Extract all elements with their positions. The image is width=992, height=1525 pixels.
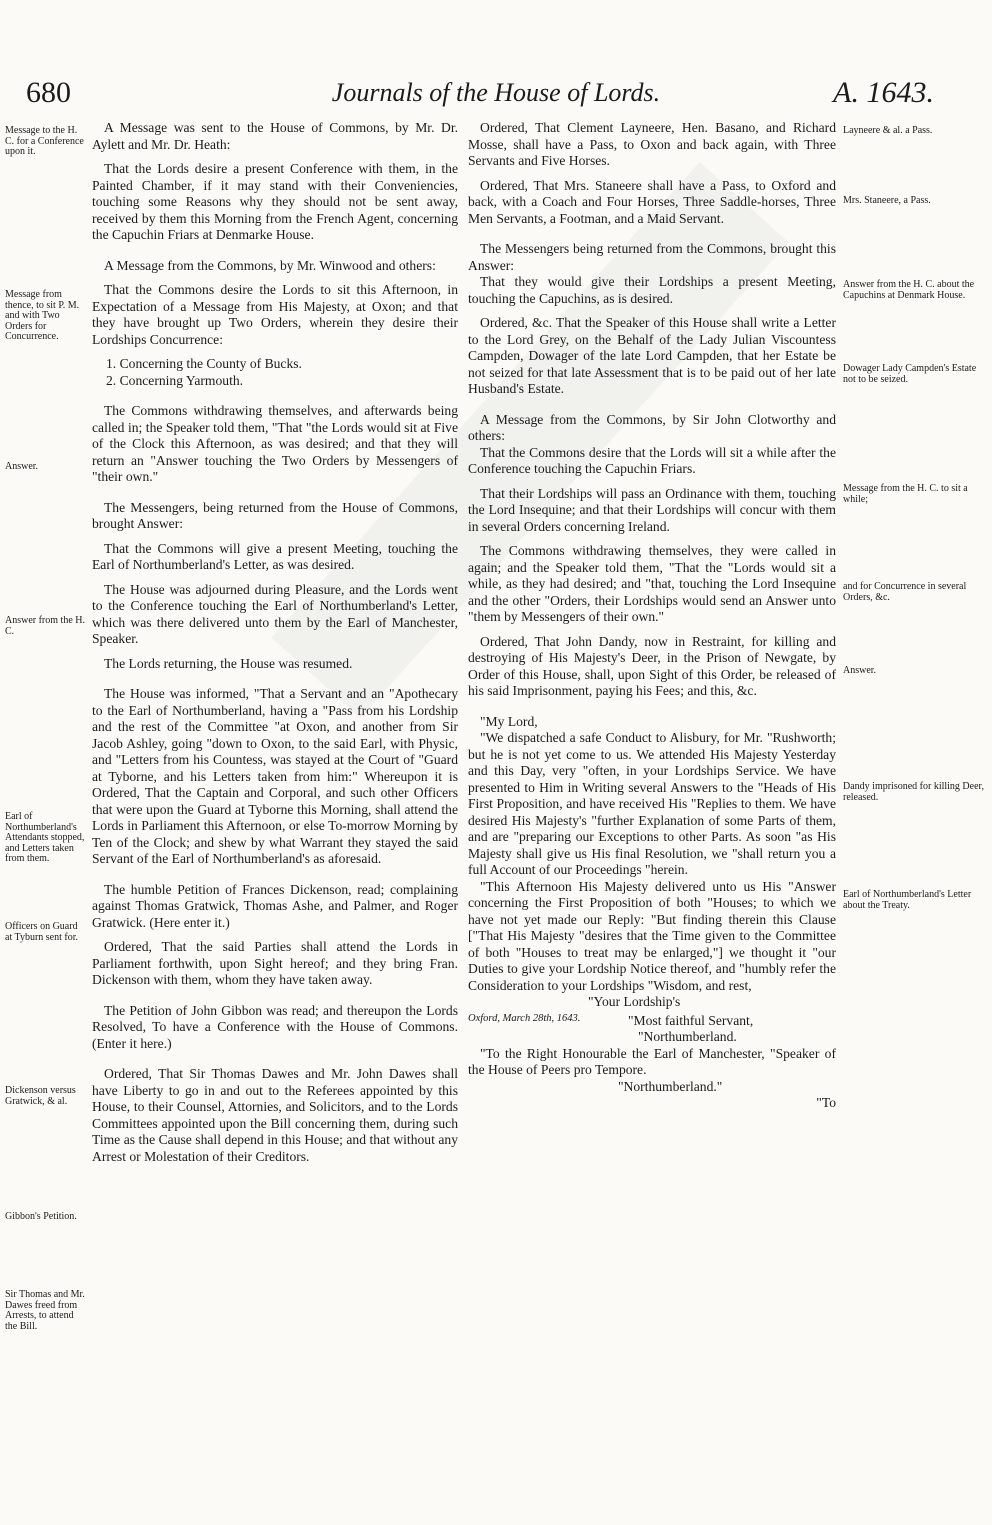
paragraph: That the Lords desire a present Conference with them, in the Painted Chamber, if it may stand with their Conveniencies, touching some Reasons why they should not be sent away, received by them this Morning from the French Agent, concerning the Capuchin Friars at Denmarke House. — [92, 161, 458, 242]
paragraph: A Message from the Commons, by Sir John Clotworthy and others: — [468, 411, 836, 443]
paragraph: Ordered, That John Dandy, now in Restraint, for killing and destroying of His Majesty's Deer, in the Prison of Newgate, by Order of this House, shall, upon Sight of this Order, be released of his said Imprisonment, paying his Fees; and this, &c. — [468, 633, 836, 698]
paragraph: The House was adjourned during Pleasure, and the Lords went to the Conference touching the Earl of Northumberland's Letter, which was there delivered unto them by the Earl of Manchester, Speaker. — [92, 581, 458, 646]
margin-note: Officers on Guard at Tyburn sent for. — [5, 921, 78, 943]
margin-note: Answer. — [843, 665, 877, 676]
margin-note: Dowager Lady Campden's Estate not to be seized. — [843, 363, 977, 385]
letter-address: "To the Right Honourable the Earl of Manchester, "Speaker of the House of Peers pro Tempore. — [468, 1045, 836, 1077]
list-item: 1. Concerning the County of Bucks. — [106, 356, 302, 371]
left-column — [92, 120, 458, 1505]
paragraph: Ordered, &c. That the Speaker of this House shall write a Letter to the Lord Grey, on the Behalf of the Lady Julian Viscountess Campden, Dowager of the late Lord Campden, that her Estate be not seized for that late Assessment that is to be paid out of her late Husband's Estate. — [468, 315, 836, 396]
paragraph: That their Lordships will pass an Ordinance with them, touching the Lord Insequine; and that their Lordships will concur with them in several Orders concerning Ireland. — [468, 485, 836, 534]
letter-closing: "Your Lordship's — [588, 994, 681, 1009]
paragraph: The Lords returning, the House was resumed. — [104, 655, 353, 671]
paragraph: That they would give their Lordships a present Meeting, touching the Capuchins, as is desired. — [468, 274, 836, 306]
catchword: "To — [816, 1095, 836, 1110]
margin-note: and for Concurrence in several Orders, &c. — [843, 581, 967, 603]
paragraph: A Message from the Commons, by Mr. Winwood and others: — [104, 257, 436, 273]
letter-paragraph: "We dispatched a safe Conduct to Alisbury, for Mr. "Rushworth; but he is not yet come to us. We attended His Majesty Yesterday and this Day, very "often, in your Lordships Service. We have presented to Him in Writing several Answers to the "Heads of His First Proposition, and have received His "Replies to them. We have desired His Majesty's "further Explanation of some Parts of them, and are "preparing our Exceptions to other Parts. As soon "as His Majesty shall give us His final Resolution, we "shall return you a full Account of our Proceedings "herein. — [468, 730, 836, 877]
margin-note: Answer. — [5, 461, 39, 472]
letter-signature: "Northumberland." — [618, 1078, 723, 1094]
margin-note: Dickenson versus Gratwick, & al. — [5, 1085, 76, 1107]
paragraph: Ordered, That the said Parties shall attend the Lords in Parliament forthwith, upon Sight hereof; and they bring Fran. Dickenson with them, whom they have taken away. — [92, 939, 458, 987]
paragraph: Ordered, That Clement Layneere, Hen. Basano, and Richard Mosse, shall have a Pass, to Oxon and back again, with Three Servants and Five Horses. — [468, 120, 836, 168]
paragraph: That the Commons desire that the Lords will sit a while after the Conference touching the Capuchin Friars. — [468, 444, 836, 476]
paragraph: A Message was sent to the House of Commons, by Mr. Dr. Aylett and Mr. Dr. Heath: — [92, 120, 458, 152]
letter-closing: "Most faithful Servant, — [628, 1012, 754, 1028]
paragraph: The Messengers being returned from the Commons, brought this Answer: — [468, 241, 836, 273]
paragraph: That the Commons will give a present Meeting, touching the Earl of Northumberland's Letter, as was desired. — [92, 540, 458, 572]
list-item: 2. Concerning Yarmouth. — [106, 372, 244, 388]
letter-salutation: "My Lord, — [480, 713, 538, 729]
letter-signature: "Northumberland. — [638, 1029, 737, 1044]
dateline: Oxford, March 28th, 1643. — [468, 1012, 581, 1024]
margin-note: Mrs. Staneere, a Pass. — [843, 195, 931, 206]
margin-note: Layneere & al. a Pass. — [843, 125, 933, 136]
margin-note: Message from the H. C. to sit a while; — [843, 483, 968, 505]
paragraph: Ordered, That Sir Thomas Dawes and Mr. John Dawes shall have Liberty to go in and out to the Referees appointed by this House, to their Counsel, Attornies, and Solicitors, and to the Lords Committees appointed upon the Bill concerning them, during such Time as the Cause shall depend in this House; and that without any Arrest or Molestation of their Creditors. — [92, 1066, 458, 1164]
page-title: Journals of the House of Lords. — [331, 78, 661, 107]
paragraph: The Petition of John Gibbon was read; and thereupon the Lords Resolved, To have a Conference with the House of Commons. (Enter it here.) — [92, 1002, 458, 1051]
margin-note: Answer from the H. C. — [5, 615, 85, 637]
paragraph: The humble Petition of Frances Dickenson, read; complaining against Thomas Gratwick, Thomas Ashe, and Palmer, and Roger Gratwick. (Here enter it.) — [92, 881, 458, 930]
margin-note: Dandy imprisoned for killing Deer, released. — [843, 781, 984, 803]
page-number: 680 — [26, 76, 71, 109]
margin-note: Earl of Northumberland's Attendants stopped, and Letters taken from them. — [5, 811, 85, 865]
margin-note: Gibbon's Petition. — [5, 1211, 77, 1222]
margin-note: Answer from the H. C. about the Capuchins at Denmark House. — [843, 279, 975, 301]
margin-note: Earl of Northumberland's Letter about the Treaty. — [843, 889, 972, 911]
paragraph: That the Commons desire the Lords to sit this Afternoon, in Expectation of a Message from His Majesty, at Oxon; and that they have brought up Two Orders, wherein they desire their Lordships Concurrence: — [92, 282, 458, 347]
page-year: A. 1643. — [833, 76, 934, 109]
paragraph: The Commons withdrawing themselves, and afterwards being called in; the Speaker told them, "That "the Lords would sit at Five of the Clock this Afternoon, as was desired; and that they will return an "Answer touching the Two Orders by Messengers of "their own." — [92, 403, 458, 484]
paragraph: The House was informed, "That a Servant and an "Apothecary to the Earl of Northumberland, having a "Pass from his Lordship and the rest of the Committee "at Oxon, and another from Sir Jacob Ashley, going "down to Oxon, to the said Earl, with Physic, and "Letters from his Countess, was stayed at the Court of "Guard at Tyborne, and his Letters taken from him:" Whereupon it is Ordered, That the Captain and Corporal, and such other Officers that were upon the Guard at Tyborne this Morning, shall attend the Lords in Parliament this Afternoon, or else To-morrow Morning by Ten of the Clock; and shew by what Warrant they stayed the said Servant of the Earl of Northumberland's as aforesaid. — [92, 686, 458, 866]
right-column — [468, 120, 836, 1505]
margin-note: Message from thence, to sit P. M. and with Two Orders for Concurrence. — [5, 289, 80, 343]
paragraph: The Messengers, being returned from the House of Commons, brought Answer: — [92, 499, 458, 531]
paragraph: The Commons withdrawing themselves, they were called in again; and the Speaker told them, "That the "Lords would sit a while, as they had desired; and "that, touching the Lord Insequine and the other "Orders, their Lordships would send an Answer unto "them by Messengers of their own." — [468, 543, 836, 624]
margin-note: Sir Thomas and Mr. Dawes freed from Arrests, to attend the Bill. — [5, 1289, 85, 1332]
margin-note: Message to the H. C. for a Conference upon it. — [5, 125, 84, 158]
dateline-row — [468, 1013, 836, 1030]
paragraph: Ordered, That Mrs. Staneere shall have a Pass, to Oxford and back, with a Coach and Four Horses, Three Saddle-horses, Three Men Servants, a Footman, and a Maid Servant. — [468, 177, 836, 226]
letter-paragraph: "This Afternoon His Majesty delivered unto us His "Answer concerning the First Proposition of both "Houses; to which we have not yet made our Reply: "But finding therein this Clause ["That His Majesty "desires that the Time given to the Committee of both "Houses to treat may be enlarged,"] we thought it "our Duties to give your Lordship Notice thereof, and "humbly refer the Consideration to your Lordships "Wisdom, and rest, — [468, 878, 836, 993]
page-header — [0, 76, 992, 120]
